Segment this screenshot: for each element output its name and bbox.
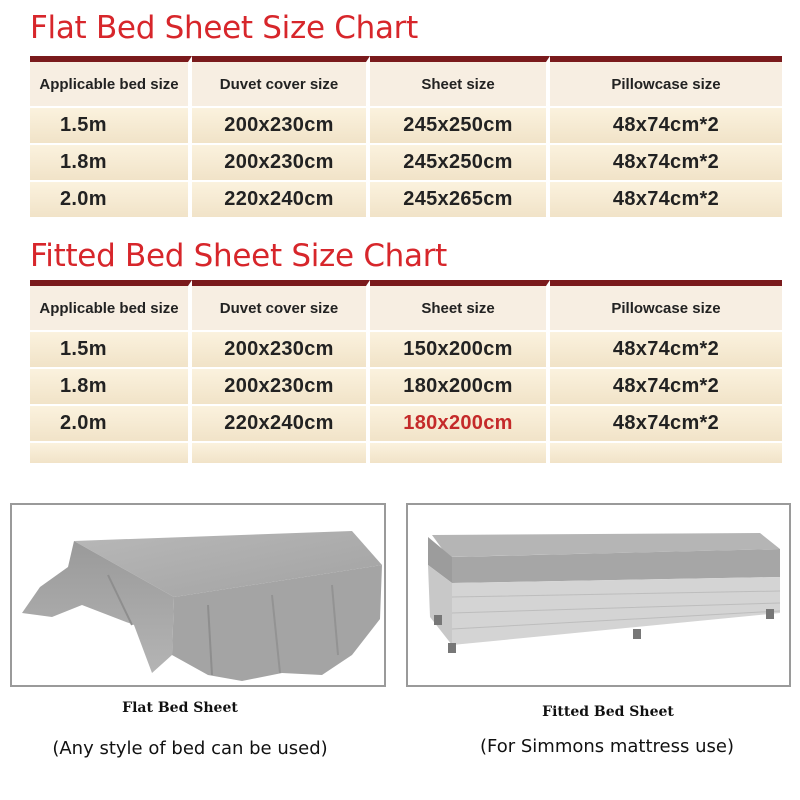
header-duvet-size: Duvet cover size [192,280,370,330]
table-row [30,330,782,367]
fitted-sheet-label: Fitted Bed Sheet [542,704,674,720]
table-header-row [30,56,782,106]
duvet-size-cell: 220x240cm [192,180,370,217]
table-row [30,180,782,217]
fitted-chart-title: Fitted Bed Sheet Size Chart [30,238,448,274]
pillowcase-size-cell: 48x74cm*2 [550,106,782,143]
header-pillowcase-size: Pillowcase size [550,280,782,330]
bed-size-cell: 1.8m [30,367,192,404]
bed-size-cell: 1.5m [30,106,192,143]
sheet-size-cell-highlighted: 180x200cm [370,404,550,441]
table-header-row [30,280,782,330]
header-pillowcase-size: Pillowcase size [550,56,782,106]
table-row [30,404,782,441]
table-row [30,367,782,404]
empty-cell [192,441,370,463]
header-sheet-size: Sheet size [370,56,550,106]
sheet-size-cell: 245x250cm [370,106,550,143]
header-bed-size: Applicable bed size [30,56,192,106]
bed-size-cell: 2.0m [30,404,192,441]
flat-size-table [30,56,782,217]
header-sheet-size: Sheet size [370,280,550,330]
pillowcase-size-cell: 48x74cm*2 [550,330,782,367]
duvet-size-cell: 200x230cm [192,143,370,180]
sheet-size-cell: 180x200cm [370,367,550,404]
flat-sheet-note: (Any style of bed can be used) [52,738,328,759]
sheet-size-cell: 245x265cm [370,180,550,217]
header-duvet-size: Duvet cover size [192,56,370,106]
duvet-size-cell: 200x230cm [192,106,370,143]
bed-size-cell: 2.0m [30,180,192,217]
flat-sheet-illustration [12,505,384,685]
pillowcase-size-cell: 48x74cm*2 [550,404,782,441]
fitted-size-table [30,280,782,463]
fitted-sheet-photo [406,503,791,687]
empty-cell [30,441,192,463]
pillowcase-size-cell: 48x74cm*2 [550,180,782,217]
table-row [30,106,782,143]
pillowcase-size-cell: 48x74cm*2 [550,367,782,404]
duvet-size-cell: 220x240cm [192,404,370,441]
fitted-sheet-note: (For Simmons mattress use) [479,736,734,757]
table-row-empty [30,441,782,463]
empty-cell [550,441,782,463]
bed-size-cell: 1.8m [30,143,192,180]
fitted-sheet-illustration [408,505,789,685]
sheet-size-cell: 245x250cm [370,143,550,180]
duvet-size-cell: 200x230cm [192,330,370,367]
empty-cell [370,441,550,463]
duvet-size-cell: 200x230cm [192,367,370,404]
pillowcase-size-cell: 48x74cm*2 [550,143,782,180]
sheet-size-cell: 150x200cm [370,330,550,367]
flat-chart-title: Flat Bed Sheet Size Chart [30,10,418,46]
bed-size-cell: 1.5m [30,330,192,367]
flat-sheet-label: Flat Bed Sheet [122,700,238,716]
flat-sheet-photo [10,503,386,687]
header-bed-size: Applicable bed size [30,280,192,330]
table-row [30,143,782,180]
